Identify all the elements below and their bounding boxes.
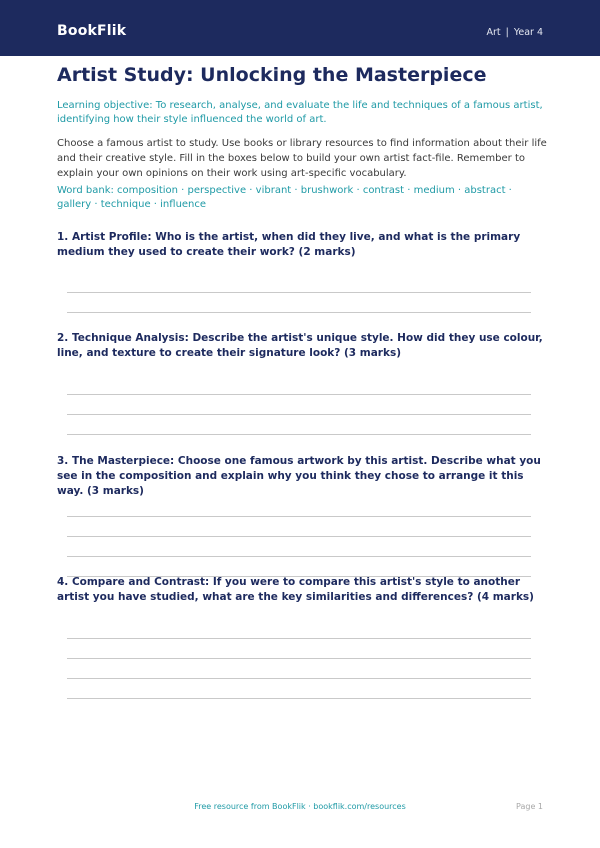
- answer-line[interactable]: [67, 414, 531, 415]
- header-bar: [0, 0, 600, 56]
- page-title: Artist Study: Unlocking the Masterpiece: [57, 64, 487, 86]
- answer-line[interactable]: [67, 698, 531, 699]
- question-4: 4. Compare and Contrast: If you were to compare this artist's style to another artist you have studied, what are the key similarities and differences? (4 marks): [57, 576, 534, 603]
- question-2: 2. Technique Analysis: Describe the artist's unique style. How did they use colour, line, and texture to create their signature look? (3 marks): [57, 332, 543, 359]
- subject-year-label: [486, 27, 543, 38]
- question-3: 3. The Masterpiece: Choose one famous artwork by this artist. Describe what you see in the composition and explain why you think they chose to arrange it this way. (3 marks): [57, 455, 541, 497]
- answer-line[interactable]: [67, 536, 531, 537]
- answer-line[interactable]: [67, 638, 531, 639]
- year-label: Year 4: [513, 27, 543, 38]
- page-number: Page 1: [516, 802, 543, 811]
- answer-line[interactable]: [67, 516, 531, 517]
- answer-line[interactable]: [67, 292, 531, 293]
- footer-credit[interactable]: Free resource from BookFlik · bookflik.com/resources: [194, 802, 406, 811]
- meta-separator: |: [505, 27, 509, 38]
- instructions-text: Choose a famous artist to study. Use books or library resources to find information about their life and their creative style. Fill in the boxes below to build your own artist fact-file. Remember to explain your own opinions on their work using art-specific vocabulary.: [57, 138, 547, 179]
- answer-line[interactable]: [67, 434, 531, 435]
- answer-line[interactable]: [67, 678, 531, 679]
- answer-line[interactable]: [67, 312, 531, 313]
- brand-logo-text[interactable]: BookFlik: [57, 23, 127, 39]
- learning-objective: Learning objective: To research, analyse, and evaluate the life and techniques of a famous artist, identifying how their style influenced the world of art.: [57, 100, 543, 125]
- question-1: 1. Artist Profile: Who is the artist, when did they live, and what is the primary medium they used to create their work? (2 marks): [57, 231, 521, 258]
- answer-line[interactable]: [67, 556, 531, 557]
- word-bank: Word bank: composition · perspective · vibrant · brushwork · contrast · medium · abstract · gallery · technique · influence: [57, 185, 512, 210]
- answer-line[interactable]: [67, 394, 531, 395]
- answer-line[interactable]: [67, 658, 531, 659]
- subject-label: Art: [486, 27, 501, 38]
